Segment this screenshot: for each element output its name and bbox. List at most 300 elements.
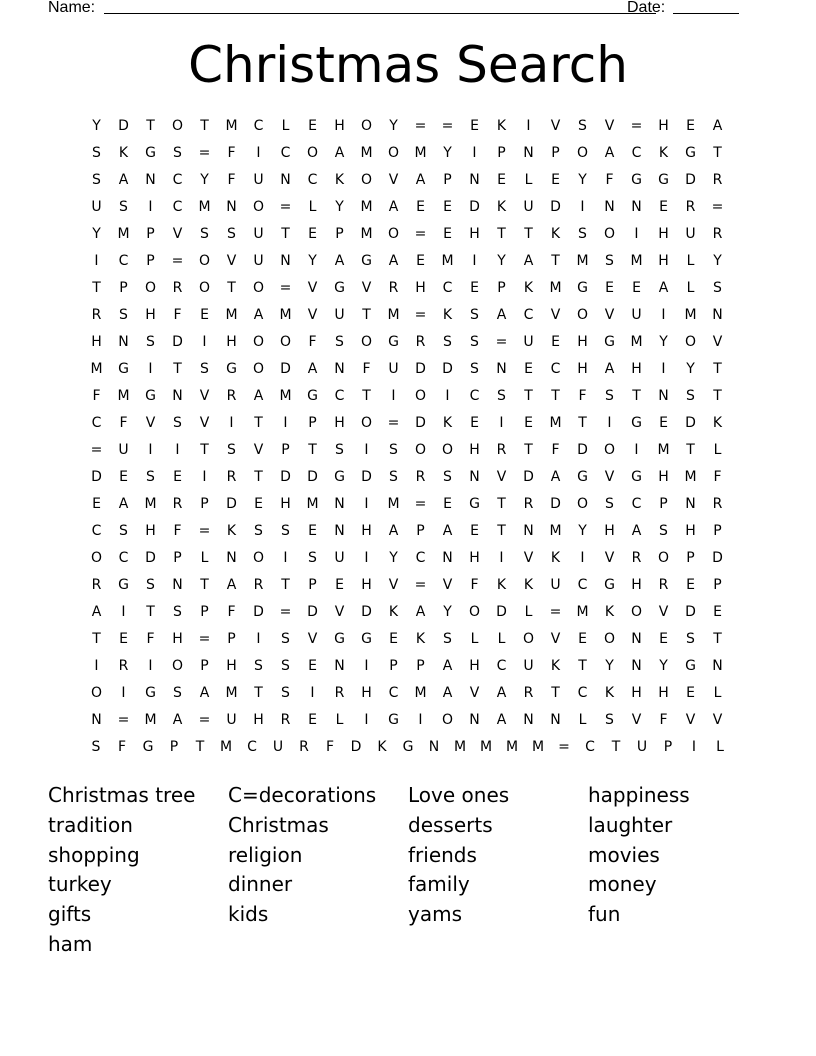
grid-letter: N [334, 496, 345, 512]
grid-letter: U [550, 577, 561, 593]
grid-letter: N [226, 550, 237, 566]
grid-letter: P [169, 739, 179, 755]
grid-letter: E [308, 658, 317, 674]
grid-letter: S [578, 226, 587, 242]
grid-letter: = [279, 280, 292, 296]
grid-letter: I [148, 442, 153, 458]
grid-letter: = [711, 199, 724, 215]
grid-letter: O [360, 415, 373, 431]
grid-letter: N [334, 658, 345, 674]
grid-letter: E [686, 118, 695, 134]
grid-letter: V [712, 712, 723, 728]
grid-letter: G [685, 658, 696, 674]
grid-letter: G [469, 496, 480, 512]
grid-letter: N [496, 361, 507, 377]
grid-letter: A [172, 712, 183, 728]
grid-letter: H [361, 523, 372, 539]
grid-letter: E [173, 469, 182, 485]
grid-letter: O [441, 442, 454, 458]
grid-letter: H [685, 523, 696, 539]
grid-letter: P [281, 442, 290, 458]
grid-letter: T [632, 388, 641, 404]
grid-letter: P [335, 226, 344, 242]
grid-letter: = [414, 496, 427, 512]
grid-letter: A [226, 577, 237, 593]
grid-letter: O [171, 118, 184, 134]
grid-letter: R [226, 469, 237, 485]
word-list-item: movies [588, 842, 660, 867]
grid-letter: D [442, 361, 453, 377]
grid-letter: C [631, 496, 642, 512]
grid-letter: N [442, 550, 453, 566]
grid-letter: V [172, 226, 183, 242]
grid-letter: A [442, 658, 453, 674]
grid-row [83, 302, 733, 329]
grid-letter: T [195, 739, 205, 755]
grid-letter: S [713, 280, 722, 296]
grid-letter: O [360, 118, 373, 134]
grid-letter: E [659, 631, 668, 647]
grid-letter: R [388, 280, 399, 296]
grid-letter: P [713, 577, 722, 593]
grid-letter: D [415, 361, 426, 377]
grid-letter: D [145, 550, 156, 566]
grid-letter: K [442, 307, 453, 323]
grid-letter: S [227, 442, 236, 458]
grid-letter: N [172, 577, 183, 593]
grid-row [83, 275, 733, 302]
grid-letter: L [716, 739, 724, 755]
grid-letter: S [281, 523, 290, 539]
grid-letter: M [549, 415, 562, 431]
grid-row [83, 167, 733, 194]
grid-letter: F [117, 739, 127, 755]
grid-letter: S [146, 469, 155, 485]
grid-letter: U [91, 199, 102, 215]
grid-letter: P [497, 280, 506, 296]
grid-letter: R [172, 496, 183, 512]
grid-letter: = [495, 334, 508, 350]
grid-letter: I [418, 712, 423, 728]
grid-letter: N [685, 496, 696, 512]
grid-letter: E [686, 685, 695, 701]
grid-letter: E [443, 226, 452, 242]
grid-letter: O [441, 712, 454, 728]
grid-letter: I [580, 199, 585, 215]
grid-letter: M [144, 496, 157, 512]
grid-letter: O [90, 685, 103, 701]
grid-letter: D [118, 118, 129, 134]
grid-letter: O [171, 658, 184, 674]
grid-letter: U [334, 307, 345, 323]
grid-letter: E [389, 631, 398, 647]
grid-row [83, 734, 733, 761]
grid-row [83, 194, 733, 221]
grid-letter: T [173, 361, 182, 377]
grid-letter: K [604, 604, 615, 620]
grid-letter: I [499, 415, 504, 431]
grid-letter: A [496, 307, 507, 323]
grid-letter: S [227, 226, 236, 242]
grid-letter: = [549, 604, 562, 620]
grid-letter: F [605, 172, 614, 188]
grid-letter: K [550, 226, 561, 242]
grid-letter: O [252, 361, 265, 377]
grid-letter: I [472, 253, 477, 269]
grid-letter: A [253, 307, 264, 323]
grid-letter: S [605, 388, 614, 404]
grid-letter: O [522, 631, 535, 647]
grid-letter: I [634, 442, 639, 458]
grid-letter: I [283, 550, 288, 566]
grid-letter: I [526, 118, 531, 134]
grid-letter: S [335, 334, 344, 350]
grid-letter: I [310, 685, 315, 701]
grid-letter: V [685, 712, 696, 728]
grid-letter: F [551, 442, 560, 458]
grid-letter: U [636, 739, 648, 755]
grid-row [83, 518, 733, 545]
grid-letter: O [198, 253, 211, 269]
grid-letter: M [360, 226, 373, 242]
grid-letter: F [659, 712, 668, 728]
grid-letter: E [200, 307, 209, 323]
grid-letter: R [226, 388, 237, 404]
grid-letter: V [658, 604, 669, 620]
grid-letter: L [281, 118, 290, 134]
grid-letter: D [496, 604, 507, 620]
grid-letter: T [254, 415, 263, 431]
grid-letter: K [118, 145, 129, 161]
grid-letter: I [364, 496, 369, 512]
grid-letter: G [658, 172, 669, 188]
grid-letter: S [119, 523, 128, 539]
word-list-item: kids [228, 902, 269, 927]
grid-letter: R [658, 577, 669, 593]
grid-letter: V [199, 388, 210, 404]
date-label: Date: [627, 0, 666, 16]
grid-letter: O [603, 442, 616, 458]
grid-letter: T [146, 118, 155, 134]
grid-row [83, 221, 733, 248]
grid-letter: O [252, 334, 265, 350]
grid-letter: N [712, 658, 723, 674]
grid-letter: S [605, 253, 614, 269]
grid-row [83, 680, 733, 707]
grid-letter: V [523, 550, 534, 566]
grid-letter: F [227, 604, 236, 620]
grid-letter: H [658, 118, 669, 134]
grid-letter: A [631, 523, 642, 539]
grid-letter: T [497, 523, 506, 539]
grid-letter: P [416, 523, 425, 539]
grid-letter: N [631, 631, 642, 647]
grid-letter: C [253, 118, 264, 134]
grid-letter: I [364, 658, 369, 674]
grid-letter: G [604, 334, 615, 350]
grid-letter: S [470, 307, 479, 323]
grid-letter: D [550, 199, 561, 215]
grid-letter: T [200, 118, 209, 134]
grid-letter: H [577, 361, 588, 377]
grid-letter: G [604, 577, 615, 593]
grid-letter: R [415, 334, 426, 350]
grid-letter: G [631, 415, 642, 431]
grid-letter: N [226, 199, 237, 215]
grid-letter: = [90, 442, 103, 458]
grid-letter: K [604, 685, 615, 701]
grid-letter: Y [92, 226, 101, 242]
grid-letter: D [253, 604, 264, 620]
grid-letter: G [226, 361, 237, 377]
grid-letter: H [226, 334, 237, 350]
grid-letter: D [307, 604, 318, 620]
grid-letter: A [442, 685, 453, 701]
grid-letter: T [362, 388, 371, 404]
grid-letter: T [254, 469, 263, 485]
grid-letter: I [364, 712, 369, 728]
grid-letter: = [198, 712, 211, 728]
grid-letter: E [119, 469, 128, 485]
grid-row [83, 410, 733, 437]
grid-row [83, 545, 733, 572]
grid-letter: R [631, 550, 642, 566]
grid-letter: D [172, 334, 183, 350]
grid-letter: C [334, 388, 345, 404]
grid-letter: E [659, 415, 668, 431]
grid-letter: L [335, 712, 344, 728]
grid-letter: E [416, 199, 425, 215]
grid-letter: I [661, 307, 666, 323]
grid-letter: H [604, 523, 615, 539]
grid-letter: T [92, 631, 101, 647]
grid-letter: O [576, 496, 589, 512]
grid-letter: Y [308, 253, 317, 269]
grid-letter: M [531, 739, 545, 755]
grid-letter: I [121, 685, 126, 701]
grid-letter: M [279, 307, 292, 323]
grid-letter: F [146, 631, 155, 647]
grid-letter: L [524, 604, 533, 620]
grid-letter: Y [578, 523, 587, 539]
grid-letter: V [604, 550, 615, 566]
word-list [48, 781, 768, 960]
grid-letter: E [416, 253, 425, 269]
grid-letter: M [630, 253, 643, 269]
grid-letter: S [254, 658, 263, 674]
grid-letter: V [712, 334, 723, 350]
grid-letter: O [144, 280, 157, 296]
grid-letter: C [550, 361, 561, 377]
grid-letter: N [631, 199, 642, 215]
grid-letter: E [551, 172, 560, 188]
grid-letter: = [414, 118, 427, 134]
name-date-header [48, 0, 748, 20]
grid-letter: N [523, 145, 534, 161]
grid-letter: E [659, 199, 668, 215]
word-list-item: laughter [588, 812, 673, 837]
grid-letter: P [146, 226, 155, 242]
grid-letter: H [334, 118, 345, 134]
grid-letter: K [496, 199, 507, 215]
grid-letter: N [523, 523, 534, 539]
grid-letter: I [121, 604, 126, 620]
grid-letter: F [92, 388, 101, 404]
grid-letter: Y [389, 550, 398, 566]
grid-letter: F [119, 415, 128, 431]
grid-letter: A [334, 145, 345, 161]
grid-letter: D [577, 442, 588, 458]
grid-letter: T [227, 280, 236, 296]
grid-letter: N [523, 712, 534, 728]
grid-letter: K [658, 145, 669, 161]
grid-letter: A [91, 604, 102, 620]
grid-letter: I [691, 739, 697, 755]
grid-letter: S [200, 361, 209, 377]
grid-letter: C [585, 739, 595, 755]
grid-letter: N [428, 739, 440, 755]
grid-letter: H [658, 469, 669, 485]
grid-letter: V [145, 415, 156, 431]
grid-letter: P [146, 253, 155, 269]
grid-letter: V [604, 469, 615, 485]
grid-letter: M [453, 739, 467, 755]
word-list-item: yams [408, 902, 462, 927]
grid-letter: S [281, 631, 290, 647]
grid-letter: A [388, 199, 399, 215]
grid-letter: T [497, 226, 506, 242]
grid-letter: P [200, 496, 209, 512]
grid-letter: V [550, 118, 561, 134]
grid-letter: R [523, 496, 534, 512]
grid-letter: S [281, 685, 290, 701]
grid-letter: H [226, 658, 237, 674]
grid-letter: M [684, 307, 697, 323]
grid-letter: R [523, 685, 534, 701]
grid-letter: G [577, 280, 588, 296]
grid-letter: V [334, 604, 345, 620]
grid-letter: M [576, 253, 589, 269]
grid-letter: S [335, 442, 344, 458]
name-label: Name: [48, 0, 96, 16]
grid-letter: G [361, 253, 372, 269]
grid-letter: K [550, 658, 561, 674]
grid-letter: H [469, 442, 480, 458]
grid-letter: F [470, 577, 479, 593]
grid-letter: P [200, 658, 209, 674]
grid-letter: F [713, 469, 722, 485]
grid-letter: Y [389, 118, 398, 134]
grid-letter: I [364, 550, 369, 566]
word-list-item: ham [48, 931, 93, 956]
grid-letter: G [631, 172, 642, 188]
grid-letter: P [551, 145, 560, 161]
grid-letter: S [173, 145, 182, 161]
grid-letter: L [713, 442, 722, 458]
grid-letter: E [308, 226, 317, 242]
grid-letter: O [468, 604, 481, 620]
grid-letter: S [470, 334, 479, 350]
grid-letter: S [173, 604, 182, 620]
grid-letter: S [578, 118, 587, 134]
grid-letter: N [334, 361, 345, 377]
grid-letter: A [334, 253, 345, 269]
grid-letter: C [415, 550, 426, 566]
grid-letter: C [172, 172, 183, 188]
grid-letter: A [118, 496, 129, 512]
word-list-item: C=decorations [228, 783, 377, 807]
grid-letter: K [550, 550, 561, 566]
grid-letter: H [469, 550, 480, 566]
grid-letter: R [91, 577, 102, 593]
grid-letter: K [415, 631, 426, 647]
grid-letter: R [118, 658, 129, 674]
grid-letter: E [686, 577, 695, 593]
grid-letter: K [377, 739, 387, 755]
grid-letter: F [578, 388, 587, 404]
grid-letter: F [227, 172, 236, 188]
grid-letter: I [634, 226, 639, 242]
grid-letter: E [470, 280, 479, 296]
grid-letter: P [659, 496, 668, 512]
grid-letter: G [145, 145, 156, 161]
grid-letter: K [226, 523, 237, 539]
grid-letter: A [712, 118, 723, 134]
grid-letter: D [415, 415, 426, 431]
grid-letter: D [685, 415, 696, 431]
grid-row [83, 356, 733, 383]
grid-letter: = [171, 253, 184, 269]
grid-letter: A [118, 172, 129, 188]
grid-letter: C [91, 415, 102, 431]
grid-letter: V [496, 469, 507, 485]
grid-letter: S [686, 631, 695, 647]
grid-letter: R [712, 226, 723, 242]
grid-letter: N [118, 334, 129, 350]
grid-letter: V [361, 280, 372, 296]
grid-letter: M [360, 199, 373, 215]
grid-letter: A [442, 523, 453, 539]
grid-letter: I [148, 658, 153, 674]
grid-letter: R [712, 172, 723, 188]
grid-letter: M [144, 712, 157, 728]
grid-letter: N [145, 172, 156, 188]
grid-letter: T [524, 226, 533, 242]
grid-letter: E [605, 280, 614, 296]
grid-letter: S [119, 307, 128, 323]
grid-letter: O [198, 280, 211, 296]
grid-letter: C [469, 388, 480, 404]
grid-letter: M [479, 739, 493, 755]
grid-letter: T [146, 604, 155, 620]
grid-letter: O [684, 334, 697, 350]
grid-letter: T [524, 442, 533, 458]
grid-letter: M [306, 496, 319, 512]
grid-letter: K [496, 118, 507, 134]
grid-letter: U [685, 226, 696, 242]
grid-letter: I [202, 334, 207, 350]
grid-letter: A [415, 604, 426, 620]
grid-letter: U [631, 307, 642, 323]
grid-letter: G [361, 631, 372, 647]
grid-letter: M [414, 685, 427, 701]
grid-letter: P [389, 658, 398, 674]
date-blank-line [673, 13, 739, 14]
grid-letter: T [524, 388, 533, 404]
grid-letter: S [173, 685, 182, 701]
grid-letter: K [442, 415, 453, 431]
grid-letter: H [361, 685, 372, 701]
